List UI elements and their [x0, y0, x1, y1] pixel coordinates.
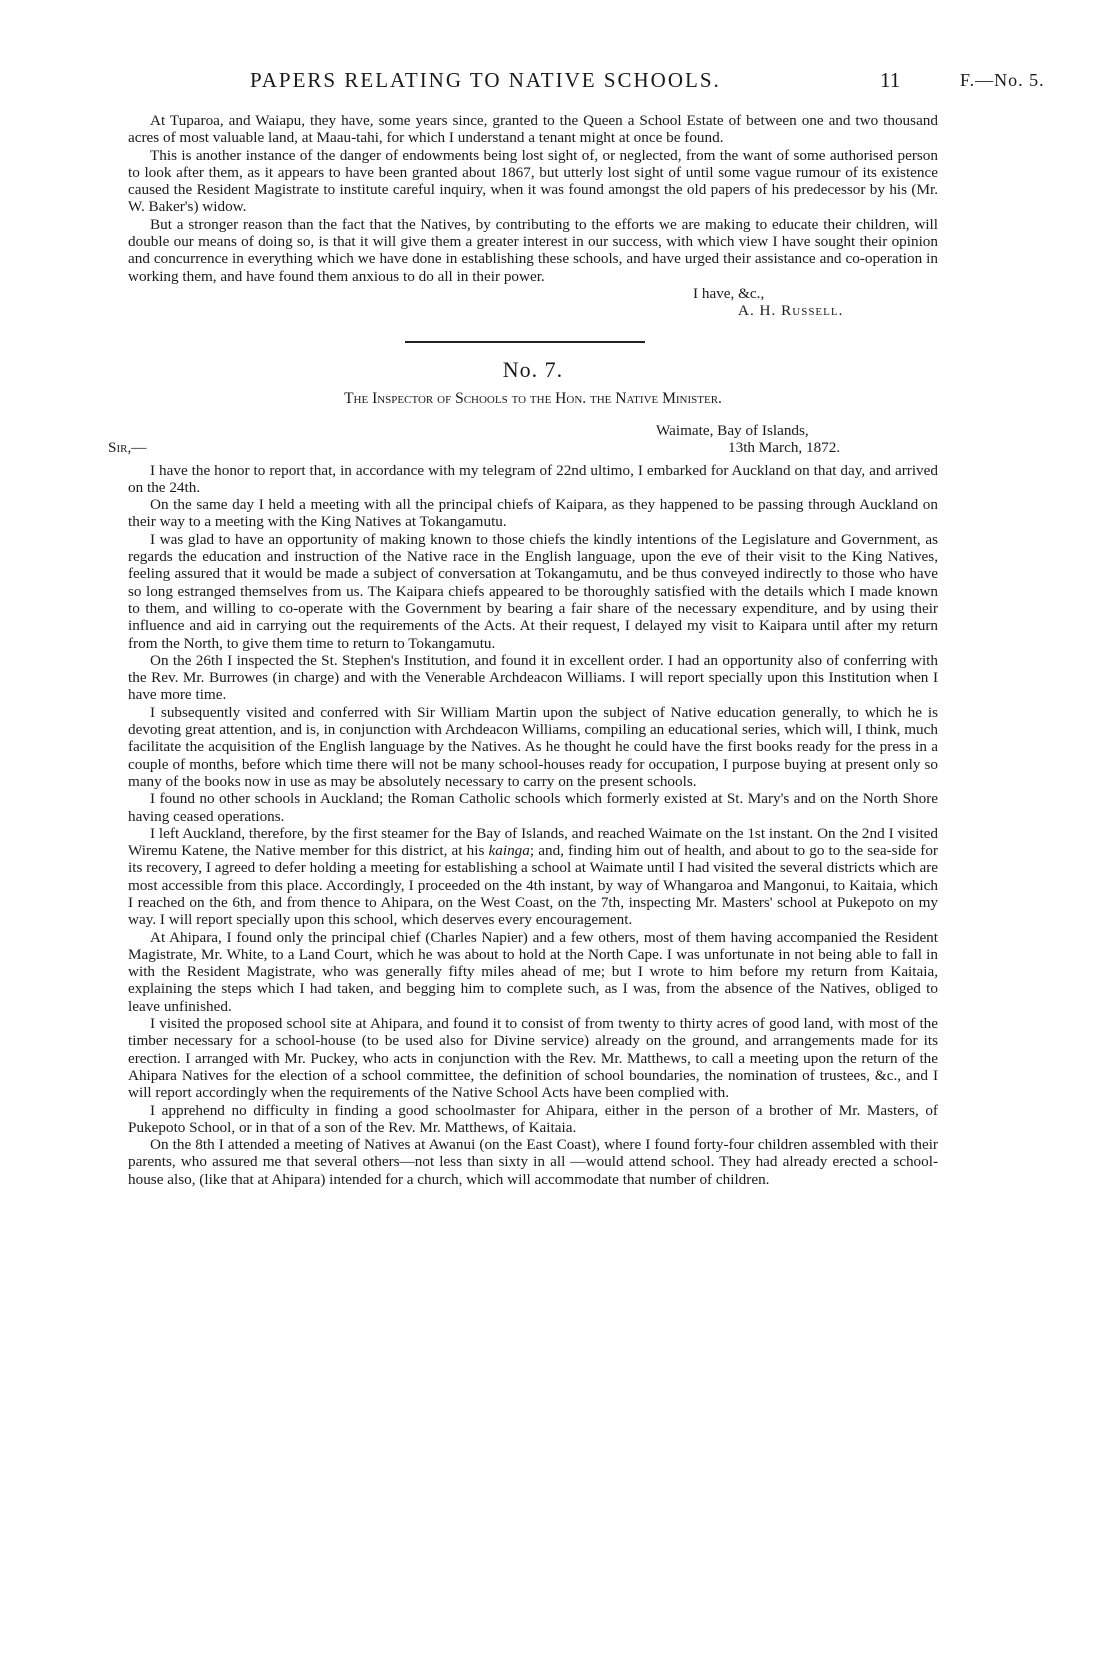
- paragraph: I was glad to have an opportunity of making known to those chiefs the kindly intentions of the Legislature and Government, as regards the education and instruction of the Native race in the English language, upon the eve of their visit to the King Natives, feeling assured that it would be made a subject of conversation at Tokangamutu, and be thus conveyed indirectly to those who have so long estranged themselves from us. The Kaipara chiefs appeared to be thoroughly satisfied with the details which I made known to them, and willing to co-operate with the Government by bearing a fair share of the necessary expenditure, and by using their influence and aid in carrying out the requirements of the Acts. At their request, I delayed my visit to Kaipara until after my return from the North, to give them time to return to Tokangamutu.: [128, 530, 938, 652]
- paragraph: On the 26th I inspected the St. Stephen's Institution, and found it in excellent order. I had an opportunity also of conferring with the Rev. Mr. Burrowes (in charge) and with the Venerable Archdeacon Williams. I will report specially upon this Institution when I have more time.: [128, 651, 938, 704]
- paragraph: I have the honor to report that, in accordance with my telegram of 22nd ultimo, I embarked for Auckland on that day, and arrived on the 24th.: [128, 461, 938, 496]
- salutation: Sir,—: [108, 438, 147, 456]
- paragraph: I subsequently visited and conferred with Sir William Martin upon the subject of Native education generally, to which he is devoting great attention, and is, in conjunction with Archdeacon Williams, compiling an educational series, which will, I think, much facilitate the acquisition of the English language by the Natives. As he thought he could have the first books ready for the press in a couple of months, before which time there will not be many school-houses ready for occupation, I purpose buying at present only so many of the books now in use as may be absolutely necessary to carry on the present schools.: [128, 703, 938, 790]
- signature-block: [128, 285, 938, 323]
- letter-date: 13th March, 1872.: [728, 438, 841, 456]
- section-divider: [405, 341, 645, 343]
- paragraph: [128, 825, 938, 929]
- letter-number: No. 7.: [502, 356, 564, 382]
- signature-name: A. H. Russell.: [738, 301, 844, 319]
- document-body: [108, 112, 938, 1188]
- page-number: 11: [880, 68, 901, 92]
- letter-place: Waimate, Bay of Islands,: [656, 421, 809, 439]
- signature-closing: I have, &c.,: [693, 284, 765, 302]
- paragraph-text: I left Auckland, therefore, by the first steamer for the Bay of Islands, and reached Waimate on the 1st instant. On the 2nd I visited Wiremu Katene, the Native member for this district, at his: [128, 824, 938, 860]
- paragraph: At Tuparoa, and Waiapu, they have, some years since, granted to the Queen a School Estate of between one and two thousand acres of most valuable land, at Maau-tahi, for which I understand a tenant might at once be found.: [128, 112, 938, 147]
- paragraph: I visited the proposed school site at Ahipara, and found it to consist of from twenty to thirty acres of good land, with most of the timber necessary for a school-house (to be used also for Divine service) already on the ground, and arrangements made for its erection. I arranged with Mr. Puckey, who acts in conjunction with the Rev. Mr. Matthews, to call a meeting upon the return of the Ahipara Natives for the election of a school committee, the definition of school boundaries, the nomination of trustees, &c., and I will report accordingly when the requirements of the Native School Acts have been complied with.: [128, 1015, 938, 1102]
- page-header: [0, 68, 1114, 98]
- paper-reference: F.—No. 5.: [960, 70, 1045, 90]
- paragraph: I apprehend no difficulty in finding a good schoolmaster for Ahipara, either in the person of a brother of Mr. Masters, of Pukepoto School, or in that of a son of the Rev. Mr. Matthews, of Kaitaia.: [128, 1101, 938, 1136]
- paragraph: On the 8th I attended a meeting of Natives at Awanui (on the East Coast), where I found forty-four children assembled with their parents, who assured me that several others—not less than sixty in all —would attend school. They had already erected a school-house also, (like that at Ahipara) intended for a church, which will accommodate that number of children.: [128, 1136, 938, 1188]
- running-title: PAPERS RELATING TO NATIVE SCHOOLS.: [250, 68, 721, 92]
- paragraph: This is another instance of the danger of endowments being lost sight of, or neglected, from the want of some authorised person to look after them, as it appears to have been granted about 1867, but utterly lost sight of until some vague rumour of its existence caused the Resident Magistrate to institute careful inquiry, when it was found amongst the old papers of his predecessor by his (Mr. W. Baker's) widow.: [128, 146, 938, 216]
- paragraph: On the same day I held a meeting with all the principal chiefs of Kaipara, as they happened to be passing through Auckland on their way to a meeting with the King Natives at Tokangamutu.: [128, 496, 938, 531]
- paragraph: But a stronger reason than the fact that the Natives, by contributing to the efforts we are making to educate their children, will double our means of doing so, is that it will give them a greater interest in our success, with which view I have sought their opinion and concurrence in everything which we have done in establishing these schools, and have urged their assistance and co-operation in working them, and have found them anxious to do all in their power.: [128, 215, 938, 285]
- paragraph: I found no other schools in Auckland; the Roman Catholic schools which formerly existed at St. Mary's and on the North Shore having ceased operations.: [128, 790, 938, 825]
- paragraph-text: ; and, finding him out of health, and about to go to the sea-side for its recovery, I agreed to defer holding a meeting for establishing a school at Waimate until I had visited the several districts which are most accessible from this place. Accordingly, I proceeded on the 4th instant, by way of Whangaroa and Mangonui, to Kaitaia, which I reached on the 6th, and from thence to Ahipara, on the West Coast, on the 7th, inspecting Mr. Masters' school at Pukepoto on my way. I will report specially upon this school, which deserves every encouragement.: [128, 842, 938, 929]
- paragraph: At Ahipara, I found only the principal chief (Charles Napier) and a few others, most of them having accompanied the Resident Magistrate, Mr. White, to a Land Court, which he was about to hold at the North Cape. I was unfortunate in not being able to fall in with the Resident Magistrate, who was generally fifty miles ahead of me; but I wrote to him before my return from Kaitaia, explaining the steps which I had taken, and begging him to complete such, as I was, from the absence of the Natives, obliged to leave unfinished.: [128, 928, 938, 1015]
- letter-address-block: [108, 421, 938, 462]
- letter-subtitle: The Inspector of Schools to the Hon. the Native Minister.: [344, 390, 722, 408]
- italic-term: kainga: [488, 842, 530, 860]
